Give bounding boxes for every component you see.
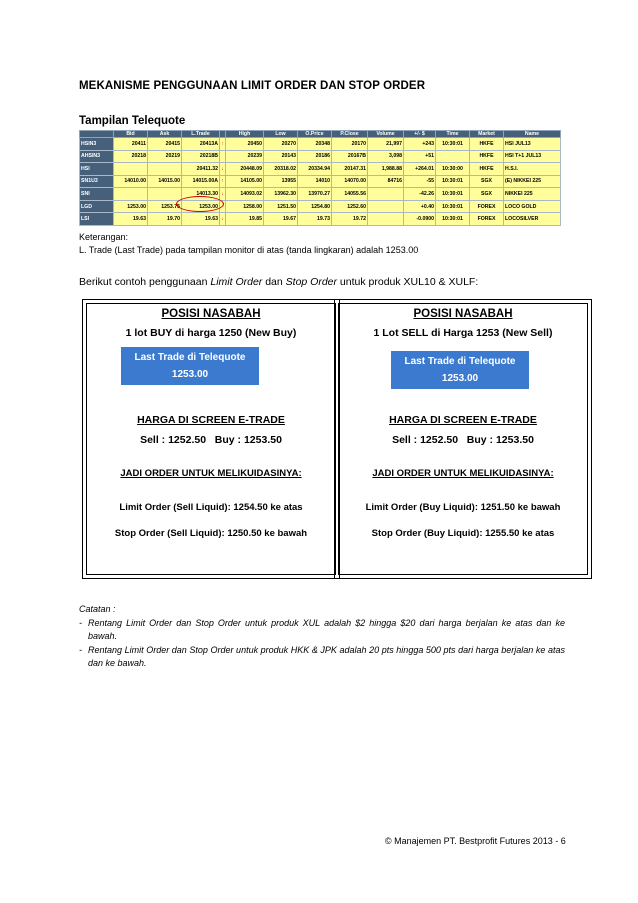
chg-cell: +51: [404, 150, 436, 163]
note-text: Rentang Limit Order dan Stop Order untuk produk HKK & JPK adalah 20 pts hingga 500 pts dari harga berjalan ke atas dan ke bawah.: [88, 644, 565, 668]
header-cell: O.Price: [298, 131, 332, 138]
symbol-cell: LSI: [80, 213, 114, 226]
high-cell: 20448.09: [226, 163, 264, 176]
arrow-down-icon: ↓: [220, 163, 226, 176]
arrow-down-icon: ↓: [220, 188, 226, 201]
position-title: POSISI NASABAH: [161, 308, 261, 320]
ask-cell: [148, 188, 182, 201]
ltrade-cell: 14013.30: [182, 188, 220, 201]
position-box-sell: [334, 299, 592, 579]
market-cell: HKFE: [470, 150, 504, 163]
telequote-row: [80, 200, 561, 213]
bid-cell: [114, 163, 148, 176]
bid-cell: 14010.00: [114, 175, 148, 188]
notes-label: Catatan :: [79, 604, 116, 614]
oprice-cell: 14010: [298, 175, 332, 188]
low-cell: 20270: [264, 138, 298, 151]
pclose-cell: 20170: [332, 138, 368, 151]
ltrade-cell: 1253.00: [182, 200, 220, 213]
bid-cell: [114, 188, 148, 201]
market-cell: SGX: [470, 175, 504, 188]
header-cell: P.Close: [332, 131, 368, 138]
chg-cell: +243: [404, 138, 436, 151]
chg-cell: +0.40: [404, 200, 436, 213]
header-cell: Volume: [368, 131, 404, 138]
header-cell: Name: [504, 131, 561, 138]
low-cell: 1251.50: [264, 200, 298, 213]
low-cell: 19.67: [264, 213, 298, 226]
high-cell: 19.85: [226, 213, 264, 226]
market-cell: FOREX: [470, 213, 504, 226]
ltrade-cell: 14015.00A: [182, 175, 220, 188]
document-title: MEKANISME PENGGUNAAN LIMIT ORDER DAN STOP ORDER: [79, 80, 426, 92]
volume-cell: 3,098: [368, 150, 404, 163]
page-footer: © Manajemen PT. Bestprofit Futures 2013 - 6: [385, 836, 566, 846]
name-cell: LOCO GOLD: [504, 200, 561, 213]
time-cell: 10:30:01: [436, 138, 470, 151]
market-cell: SGX: [470, 188, 504, 201]
time-cell: 10:30:00: [436, 163, 470, 176]
bid-cell: 20218: [114, 150, 148, 163]
name-cell: H.S.I.: [504, 163, 561, 176]
market-cell: FOREX: [470, 200, 504, 213]
note-text: Rentang Limit Order dan Stop Order untuk produk XUL adalah $2 hingga $20 dari harga berjalan ke atas dan ke bawah.: [88, 617, 565, 641]
telequote-table: [79, 130, 561, 226]
telequote-row: [80, 150, 561, 163]
chg-cell: -55: [404, 175, 436, 188]
limit-order-line: Limit Order (Sell Liquid): 1254.50 ke atas: [119, 502, 303, 513]
ask-cell: [148, 163, 182, 176]
position-title: POSISI NASABAH: [413, 308, 513, 320]
oprice-cell: 13970.27: [298, 188, 332, 201]
intro-stop-order: Stop Order: [285, 276, 338, 288]
low-cell: 13962.30: [264, 188, 298, 201]
telequote-row: [80, 188, 561, 201]
pclose-cell: 14070.00: [332, 175, 368, 188]
symbol-cell: HSI: [80, 163, 114, 176]
telequote-row: [80, 213, 561, 226]
last-trade-circle-marker: [176, 196, 224, 212]
telequote-screenshot: [79, 130, 560, 226]
header-cell: Time: [436, 131, 470, 138]
telequote-body: [80, 138, 561, 226]
time-cell: [436, 150, 470, 163]
arrow-up-icon: ↑: [220, 175, 226, 188]
pclose-cell: 20167B: [332, 150, 368, 163]
arrow-up-icon: ↑: [220, 138, 226, 151]
market-cell: HKFE: [470, 163, 504, 176]
note-dash: -: [79, 644, 82, 655]
last-trade-panel: [391, 351, 529, 389]
note-item: [79, 617, 565, 644]
low-cell: 13955: [264, 175, 298, 188]
symbol-cell: SN1U3: [80, 175, 114, 188]
intro-sentence: [79, 276, 478, 288]
high-cell: 20450: [226, 138, 264, 151]
ask-cell: 14015.00: [148, 175, 182, 188]
last-trade-label: Last Trade di Telequote: [134, 352, 246, 363]
pclose-cell: 1252.60: [332, 200, 368, 213]
low-cell: 20143: [264, 150, 298, 163]
screen-price-values: Sell : 1252.50 Buy : 1253.50: [392, 434, 534, 446]
oprice-cell: 20334.94: [298, 163, 332, 176]
ltrade-cell: 19.63: [182, 213, 220, 226]
telequote-header-row: [80, 131, 561, 138]
position-subtitle: 1 lot BUY di harga 1250 (New Buy): [125, 327, 297, 339]
ask-cell: 1253.75: [148, 200, 182, 213]
oprice-cell: 20186: [298, 150, 332, 163]
time-cell: 10:30:01: [436, 213, 470, 226]
name-cell: NIKKEI 225: [504, 188, 561, 201]
notes-section: [79, 603, 565, 671]
high-cell: 20239: [226, 150, 264, 163]
symbol-cell: SNI: [80, 188, 114, 201]
volume-cell: 1,988.88: [368, 163, 404, 176]
chg-cell: -0.0900: [404, 213, 436, 226]
volume-cell: [368, 213, 404, 226]
volume-cell: 21,997: [368, 138, 404, 151]
telequote-row: [80, 175, 561, 188]
time-cell: 10:30:01: [436, 200, 470, 213]
name-cell: HSI JUL13: [504, 138, 561, 151]
ask-cell: 20219: [148, 150, 182, 163]
name-cell: (E) NIKKEI 225: [504, 175, 561, 188]
header-cell: Low: [264, 131, 298, 138]
header-cell: High: [226, 131, 264, 138]
telequote-row: [80, 138, 561, 151]
liquidation-heading: JADI ORDER UNTUK MELIKUIDASINYA:: [120, 468, 302, 479]
name-cell: LOCOSILVER: [504, 213, 561, 226]
note-dash: -: [79, 617, 82, 628]
limit-order-line: Limit Order (Buy Liquid): 1251.50 ke bawah: [365, 502, 561, 513]
screen-price-values: Sell : 1252.50 Buy : 1253.50: [140, 434, 282, 446]
ask-cell: 20415: [148, 138, 182, 151]
header-cell: Ask: [148, 131, 182, 138]
position-subtitle: 1 Lot SELL di Harga 1253 (New Sell): [373, 327, 553, 339]
header-cell: L.Trade: [182, 131, 220, 138]
section-subtitle: Tampilan Telequote: [79, 115, 186, 127]
last-trade-value: 1253.00: [171, 369, 209, 380]
ltrade-cell: 20413A: [182, 138, 220, 151]
oprice-cell: 19.73: [298, 213, 332, 226]
position-box-buy: [82, 299, 340, 579]
arrow-down-icon: ↓: [220, 213, 226, 226]
screen-price-heading: HARGA DI SCREEN E-TRADE: [137, 414, 285, 426]
pclose-cell: 20147.31: [332, 163, 368, 176]
keterangan-text: L. Trade (Last Trade) pada tampilan monitor di atas (tanda lingkaran) adalah 1253.00: [79, 245, 419, 255]
chg-cell: -42.26: [404, 188, 436, 201]
volume-cell: [368, 200, 404, 213]
time-cell: 10:30:01: [436, 175, 470, 188]
oprice-cell: 1254.80: [298, 200, 332, 213]
chg-cell: +264.01: [404, 163, 436, 176]
bid-cell: 1253.00: [114, 200, 148, 213]
intro-limit-order: Limit Order: [210, 276, 263, 288]
high-cell: 1258.00: [226, 200, 264, 213]
volume-cell: 84716: [368, 175, 404, 188]
market-cell: HKFE: [470, 138, 504, 151]
ltrade-cell: 20411.32: [182, 163, 220, 176]
keterangan-label: Keterangan:: [79, 232, 129, 242]
telequote-row: [80, 163, 561, 176]
low-cell: 20318.02: [264, 163, 298, 176]
header-cell: +/- $: [404, 131, 436, 138]
pclose-cell: 14055.56: [332, 188, 368, 201]
volume-cell: [368, 188, 404, 201]
stop-order-line: Stop Order (Buy Liquid): 1255.50 ke atas: [371, 528, 555, 539]
time-cell: 10:30:01: [436, 188, 470, 201]
ltrade-cell: 20218B: [182, 150, 220, 163]
symbol-cell: LGD: [80, 200, 114, 213]
high-cell: 14105.00: [226, 175, 264, 188]
note-item: [79, 644, 565, 671]
oprice-cell: 20348: [298, 138, 332, 151]
bid-cell: 19.63: [114, 213, 148, 226]
symbol-cell: HSIN3: [80, 138, 114, 151]
high-cell: 14093.02: [226, 188, 264, 201]
ask-cell: 19.70: [148, 213, 182, 226]
header-cell: Market: [470, 131, 504, 138]
header-cell: [80, 131, 114, 138]
last-trade-label: Last Trade di Telequote: [404, 356, 516, 367]
last-trade-panel: [121, 347, 259, 385]
intro-part3: untuk produk XUL10 & XULF:: [337, 276, 479, 288]
intro-part1: Berikut contoh penggunaan: [79, 276, 211, 288]
intro-part2: dan: [262, 276, 286, 288]
symbol-cell: AHSIN3: [80, 150, 114, 163]
screen-price-heading: HARGA DI SCREEN E-TRADE: [389, 414, 537, 426]
last-trade-value: 1253.00: [441, 373, 479, 384]
header-cell: Bid: [114, 131, 148, 138]
stop-order-line: Stop Order (Sell Liquid): 1250.50 ke bawah: [114, 528, 308, 539]
pclose-cell: 19.72: [332, 213, 368, 226]
liquidation-heading: JADI ORDER UNTUK MELIKUIDASINYA:: [372, 468, 554, 479]
bid-cell: 20411: [114, 138, 148, 151]
name-cell: HSI T+1 JUL13: [504, 150, 561, 163]
